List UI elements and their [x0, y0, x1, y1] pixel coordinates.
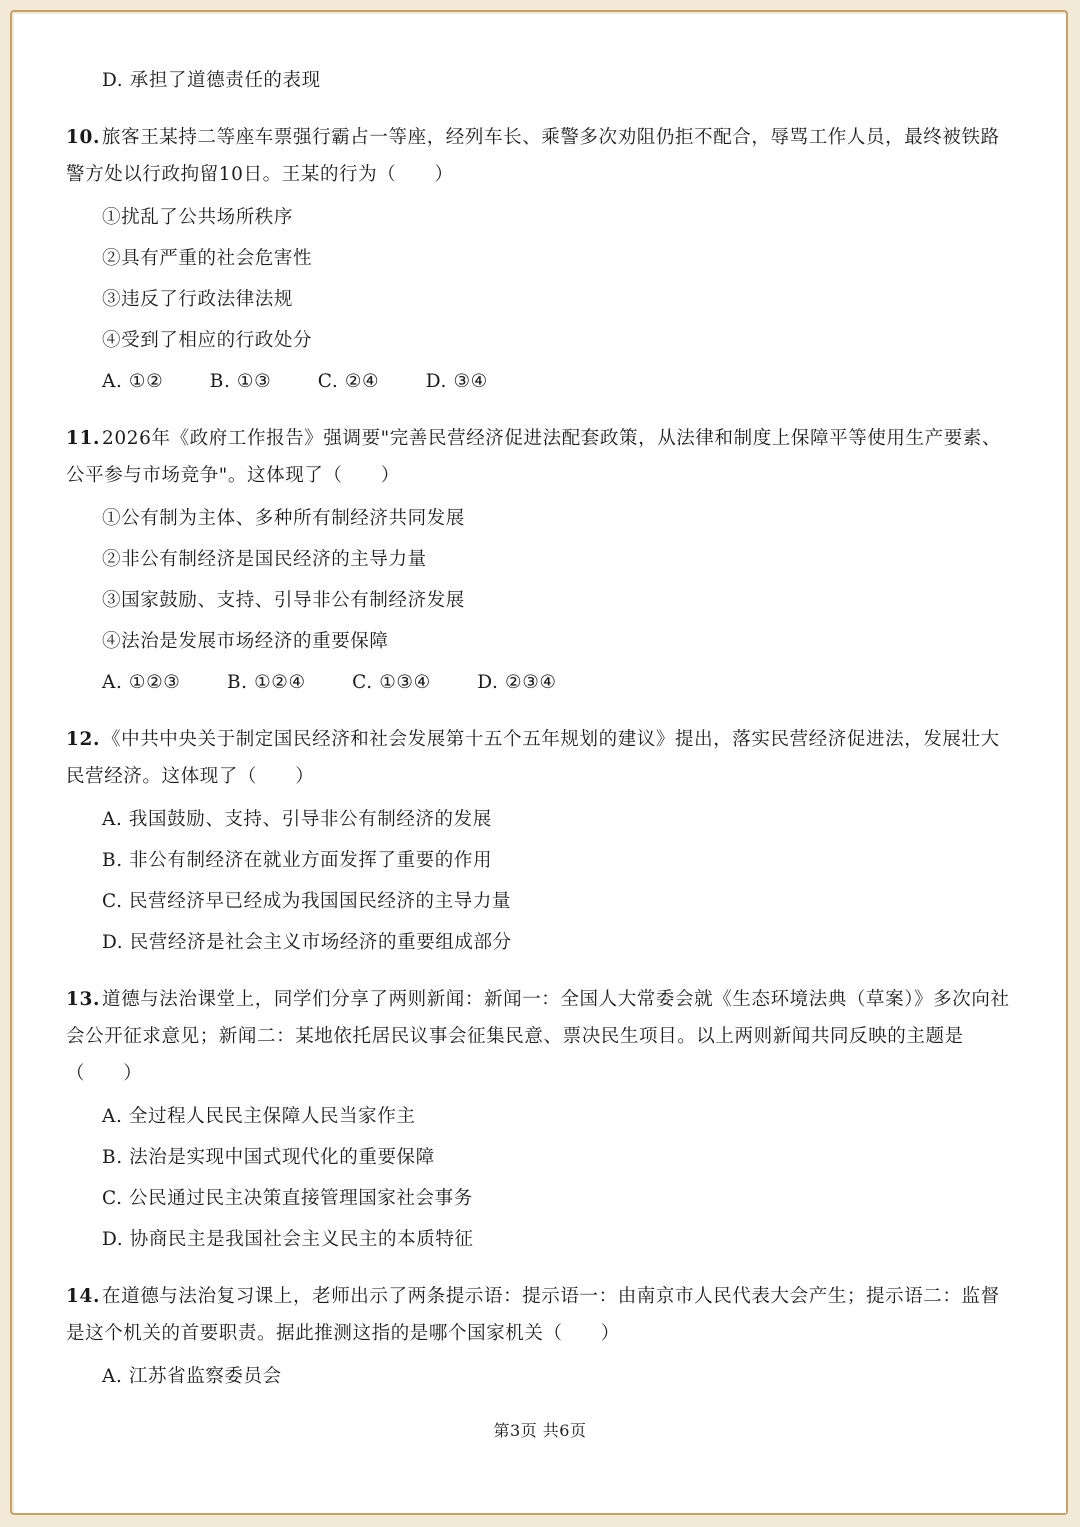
statement-item: ②具有严重的社会危害性: [102, 248, 313, 269]
question-stem: [66, 981, 1014, 1092]
question-10: [66, 119, 1014, 402]
question-number: 10.: [66, 127, 100, 148]
statement-item: ③违反了行政法律法规: [102, 289, 294, 310]
option-b: B. 法治是实现中国式现代化的重要保障: [102, 1147, 435, 1168]
question-stem: [66, 1278, 1014, 1352]
question-11: [66, 420, 1014, 703]
question-14: [66, 1278, 1014, 1397]
page-footer: 第3页 共6页: [493, 1421, 587, 1440]
choice-b: B. ①③: [209, 371, 272, 392]
choice-d: D. ③④: [425, 371, 488, 392]
exam-content: [66, 60, 1014, 1397]
choice-b: B. ①②④: [226, 672, 306, 693]
option-d: D. 协商民主是我国社会主义民主的本质特征: [102, 1229, 474, 1250]
answer-choices: [66, 662, 1014, 703]
statement-item: ②非公有制经济是国民经济的主导力量: [102, 549, 427, 570]
choice-c: C. ②④: [317, 371, 380, 392]
option-a: A. 江苏省监察委员会: [102, 1366, 282, 1387]
question-13: [66, 981, 1014, 1260]
question-12: [66, 721, 1014, 963]
question-number: 12.: [66, 729, 100, 750]
statement-item: ③国家鼓励、支持、引导非公有制经济发展: [102, 590, 465, 611]
choice-d: D. ②③④: [477, 672, 557, 693]
statement-item: ④法治是发展市场经济的重要保障: [102, 631, 389, 652]
answer-choices: [66, 361, 1014, 402]
choice-c: C. ①③④: [352, 672, 431, 693]
question-text: 道德与法治课堂上，同学们分享了两则新闻：新闻一：全国人大常委会就《生态环境法典（草案）》多次向社会公开征求意见；新闻二：某地依托居民议事会征集民意、票决民生项目。以上两则新闻共同反映的主题是（ ）: [66, 989, 1010, 1084]
option-d-prev-question: D. 承担了道德责任的表现: [102, 70, 321, 91]
question-number: 13.: [66, 989, 100, 1010]
question-stem: [66, 721, 1014, 795]
question-stem: [66, 420, 1014, 494]
choice-a: A. ①②: [102, 371, 164, 392]
option-b: B. 非公有制经济在就业方面发挥了重要的作用: [102, 850, 493, 871]
choice-a: A. ①②③: [102, 672, 181, 693]
statement-item: ①扰乱了公共场所秩序: [102, 207, 294, 228]
question-number: 14.: [66, 1286, 100, 1307]
option-a: A. 我国鼓励、支持、引导非公有制经济的发展: [102, 809, 492, 830]
option-d: D. 民营经济是社会主义市场经济的重要组成部分: [102, 932, 512, 953]
question-stem: [66, 119, 1014, 193]
option-c: C. 民营经济早已经成为我国国民经济的主导力量: [102, 891, 512, 912]
question-text: 《中共中央关于制定国民经济和社会发展第十五个五年规划的建议》提出，落实民营经济促进法，发展壮大民营经济。这体现了（ ）: [66, 729, 1000, 787]
statement-item: ①公有制为主体、多种所有制经济共同发展: [102, 508, 465, 529]
question-text: 在道德与法治复习课上，老师出示了两条提示语：提示语一：由南京市人民代表大会产生；提示语二：监督是这个机关的首要职责。据此推测这指的是哪个国家机关（ ）: [66, 1286, 1000, 1344]
statement-item: ④受到了相应的行政处分: [102, 330, 313, 351]
question-text: 旅客王某持二等座车票强行霸占一等座，经列车长、乘警多次劝阻仍拒不配合，辱骂工作人员，最终被铁路警方处以行政拘留10日。王某的行为（ ）: [66, 127, 1000, 185]
option-a: A. 全过程人民民主保障人民当家作主: [102, 1106, 416, 1127]
question-number: 11.: [66, 428, 100, 449]
question-text: 2026年《政府工作报告》强调要"完善民营经济促进法配套政策，从法律和制度上保障平等使用生产要素、公平参与市场竞争"。这体现了（ ）: [66, 428, 1001, 486]
option-c: C. 公民通过民主决策直接管理国家社会事务: [102, 1188, 473, 1209]
